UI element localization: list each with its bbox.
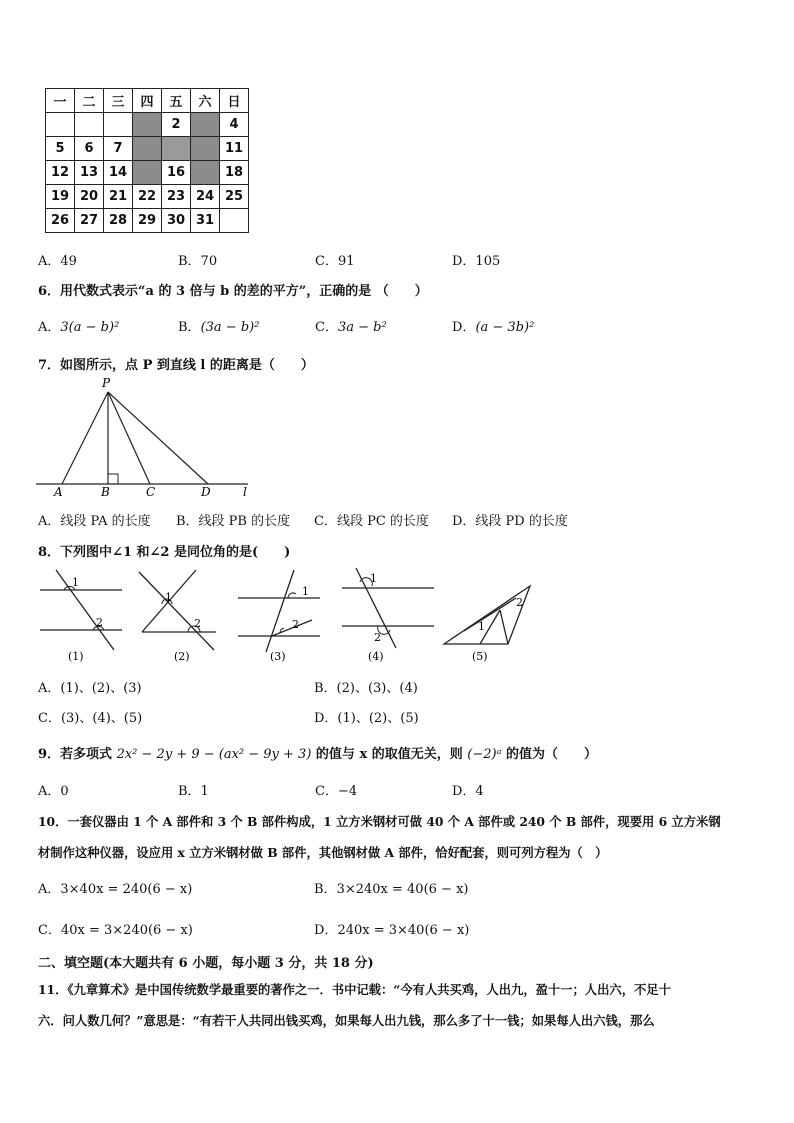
- option-label: C．: [38, 923, 61, 938]
- calendar-cell: [46, 113, 75, 137]
- q8-option-c: C．(3)、(4)、(5): [38, 711, 143, 726]
- segment-pd: [108, 392, 208, 484]
- q10-option-d: [314, 919, 469, 938]
- angle-2-label: 2: [96, 616, 103, 629]
- q7-option-b: B．线段 PB 的长度: [176, 514, 291, 529]
- q9-stem-suffix: 的值为（ ）: [506, 747, 598, 762]
- figure-caption-5: (5): [472, 650, 488, 663]
- calendar-cell: 23: [162, 185, 191, 209]
- segment-pa: [62, 392, 108, 484]
- q7-stem: 7．如图所示，点 P 到直线 l 的距离是（ ）: [38, 358, 314, 373]
- calendar-header: 四: [133, 89, 162, 113]
- q9-stem: [38, 743, 597, 762]
- calendar-cell: 13: [75, 161, 104, 185]
- q10-stem-line2: 材制作这种仪器，设应用 x 立方米钢材做 B 部件，其他钢材做 A 部件，恰好配套，则可列方程为（ ）: [38, 845, 608, 860]
- option-label: C．: [315, 320, 338, 335]
- q8-stem: 8．下列图中∠1 和∠2 是同位角的是( ): [38, 545, 291, 560]
- angle-2-label: 2: [292, 618, 299, 631]
- label-l: l: [243, 485, 247, 499]
- calendar-header: 一: [46, 89, 75, 113]
- q6-option-a: [38, 316, 119, 335]
- calendar-cell: [104, 113, 133, 137]
- angle-1-label: 1: [478, 620, 485, 633]
- calendar-cell: 11: [220, 137, 249, 161]
- q9-option-a: A．0: [38, 784, 69, 799]
- calendar-header: 六: [191, 89, 220, 113]
- q6-stem: 6．用代数式表示“a 的 3 倍与 b 的差的平方”，正确的是 （ ）: [38, 284, 428, 299]
- q9-stem-middle: 的值与 x 的取值无关，则: [315, 747, 463, 762]
- q8-option-b: B．(2)、(3)、(4): [314, 681, 418, 696]
- option-label: D．: [314, 923, 338, 938]
- calendar-row: [46, 209, 249, 233]
- calendar-table: [45, 88, 249, 233]
- label-p: P: [102, 376, 111, 390]
- q6-option-c: [315, 316, 387, 335]
- option-label: B．: [314, 882, 337, 897]
- calendar-header: 日: [220, 89, 249, 113]
- calendar-cell: 7: [104, 137, 133, 161]
- angle-1-label: 1: [370, 572, 377, 585]
- label-c: C: [146, 485, 156, 499]
- q9-stem-prefix: 9．若多项式: [38, 747, 113, 762]
- q7-option-a: A．线段 PA 的长度: [38, 514, 151, 529]
- calendar-cell: 22: [133, 185, 162, 209]
- q5-option-d: D．105: [452, 254, 501, 269]
- calendar-row: [46, 113, 249, 137]
- option-label: A．: [38, 320, 61, 335]
- q11-line1: 11．《九章算术》是中国传统数学最重要的著作之一．书中记载：“今有人共买鸡，人出九，盈十一；人出六，不足十: [38, 982, 671, 997]
- option-label: B．: [178, 320, 201, 335]
- q9-expression: 2x² − 2y + 9 − (ax² − 9y + 3): [116, 747, 312, 762]
- angle-2-label: 2: [516, 596, 523, 609]
- angle-1-label: 1: [72, 576, 79, 589]
- calendar-cell-shaded: [191, 137, 220, 161]
- q5-option-c: C．91: [315, 254, 355, 269]
- q8-figure-1: [40, 570, 122, 663]
- section-title: 二、填空题(本大题共有 6 小题，每小题 3 分，共 18 分): [38, 956, 374, 971]
- calendar-cell: 19: [46, 185, 75, 209]
- angle-2-label: 2: [194, 617, 201, 630]
- q7-figure: [36, 374, 256, 500]
- figure-caption-2: (2): [174, 650, 190, 663]
- calendar-cell-shaded: [191, 113, 220, 137]
- q8-figures: [34, 564, 544, 664]
- q7-option-c: C．线段 PC 的长度: [314, 514, 429, 529]
- angle-1-label: 1: [165, 591, 172, 604]
- option-math: 3(a − b)²: [60, 320, 120, 335]
- q6-option-b: [178, 316, 259, 335]
- q10-option-a: [38, 878, 192, 897]
- option-math: (3a − b)²: [200, 320, 260, 335]
- option-label: D．: [452, 320, 476, 335]
- q9-option-d: D．4: [452, 784, 484, 799]
- option-label: A．: [38, 882, 61, 897]
- option-math: 3×40x = 240(6 − x): [60, 882, 193, 897]
- calendar-cell: 2: [162, 113, 191, 137]
- angle-1-label: 1: [302, 585, 309, 598]
- q8-figure-3: [238, 570, 320, 663]
- calendar-cell: 14: [104, 161, 133, 185]
- q10-option-b: [314, 878, 468, 897]
- label-d: D: [201, 485, 211, 499]
- calendar-cell: 26: [46, 209, 75, 233]
- calendar-cell: 18: [220, 161, 249, 185]
- q5-option-a: A．49: [38, 254, 77, 269]
- calendar-row: [46, 161, 249, 185]
- figure-caption-1: (1): [68, 650, 84, 663]
- calendar-cell: 31: [191, 209, 220, 233]
- calendar-cell: 16: [162, 161, 191, 185]
- calendar-header: 五: [162, 89, 191, 113]
- option-math: (a − 3b)²: [475, 320, 535, 335]
- option-math: 3a − b²: [337, 320, 387, 335]
- q6-option-d: [452, 316, 534, 335]
- calendar-cell: [220, 209, 249, 233]
- calendar-header-row: [46, 89, 249, 113]
- calendar-cell: 25: [220, 185, 249, 209]
- q10-option-c: [38, 919, 193, 938]
- calendar-cell: 28: [104, 209, 133, 233]
- calendar-cell: 20: [75, 185, 104, 209]
- calendar-cell-shaded: [133, 113, 162, 137]
- q5-option-b: B．70: [178, 254, 218, 269]
- calendar-cell: 24: [191, 185, 220, 209]
- q8-figure-4: [342, 568, 434, 663]
- q10-stem-line1: 10．一套仪器由 1 个 A 部件和 3 个 B 部件构成，1 立方米钢材可做 40 个 A 部件或 240 个 B 部件，现要用 6 立方米钢: [38, 814, 721, 829]
- calendar-cell: 29: [133, 209, 162, 233]
- calendar-cell: 27: [75, 209, 104, 233]
- q9-option-c: C．−4: [315, 784, 358, 799]
- q9-option-b: B．1: [178, 784, 209, 799]
- segment-pc: [108, 392, 150, 484]
- calendar-row: [46, 137, 249, 161]
- calendar-cell: 6: [75, 137, 104, 161]
- q8-option-a: A．(1)、(2)、(3): [38, 681, 142, 696]
- figure-caption-3: (3): [270, 650, 286, 663]
- calendar-cell: 21: [104, 185, 133, 209]
- calendar-header: 三: [104, 89, 133, 113]
- calendar-cell-shaded: [191, 161, 220, 185]
- option-math: 240x = 3×40(6 − x): [337, 923, 470, 938]
- calendar-cell-shaded: [133, 137, 162, 161]
- calendar-cell-shaded: [162, 137, 191, 161]
- calendar-cell: 5: [46, 137, 75, 161]
- option-math: 3×240x = 40(6 − x): [336, 882, 469, 897]
- label-b: B: [101, 485, 110, 499]
- q9-power: (−2)ᵃ: [467, 747, 502, 762]
- calendar-cell: 30: [162, 209, 191, 233]
- calendar-header: 二: [75, 89, 104, 113]
- q8-figure-5: [444, 586, 530, 663]
- option-math: 40x = 3×240(6 − x): [60, 923, 193, 938]
- q8-figure-2: [139, 570, 216, 663]
- right-angle-mark: [108, 474, 118, 484]
- q8-option-d: D．(1)、(2)、(5): [314, 711, 419, 726]
- calendar-cell-shaded: [133, 161, 162, 185]
- calendar-cell: 12: [46, 161, 75, 185]
- calendar-row: [46, 185, 249, 209]
- figure-caption-4: (4): [368, 650, 384, 663]
- label-a: A: [54, 485, 63, 499]
- calendar-cell: [75, 113, 104, 137]
- calendar-cell: 4: [220, 113, 249, 137]
- q7-option-d: D．线段 PD 的长度: [452, 514, 568, 529]
- q11-line2: 六．问人数几何？”意思是：“有若干人共同出钱买鸡，如果每人出九钱，那么多了十一钱；如果每人出六钱，那么: [38, 1013, 655, 1028]
- angle-2-label: 2: [374, 631, 381, 644]
